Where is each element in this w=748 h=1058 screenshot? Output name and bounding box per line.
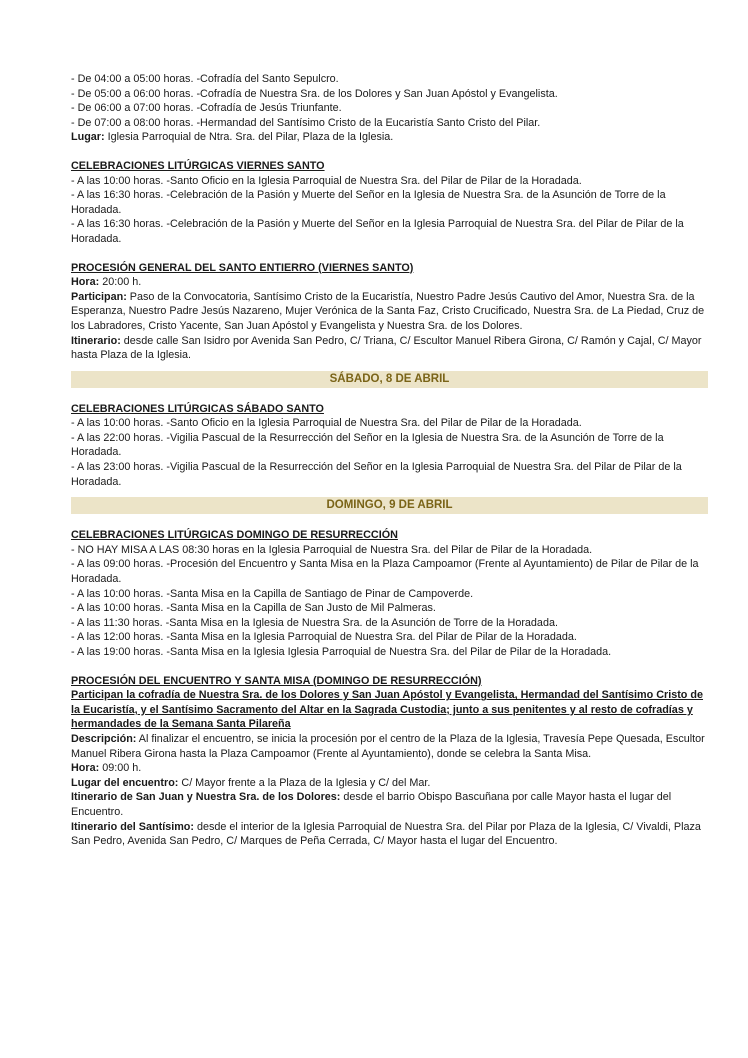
schedule-line: - De 07:00 a 08:00 horas. -Hermandad del Santísimo Cristo de la Eucaristía Santo Cristo del Pilar.	[71, 116, 541, 129]
schedule-line: - De 04:00 a 05:00 horas. -Cofradía del Santo Sepulcro.	[71, 73, 339, 85]
section-title-sabado: CELEBRACIONES LITÚRGICAS SÁBADO SANTO	[71, 402, 324, 415]
descripcion-line	[71, 732, 708, 761]
liturgy-line: - A las 22:00 horas. -Vigilia Pascual de la Resurrección del Señor en la Iglesia de Nuestra Sra. de la Asunción de Torre de la Horadada.	[71, 431, 664, 459]
schedule-line: - De 05:00 a 06:00 horas. -Cofradía de Nuestra Sra. de los Dolores y San Juan Apóstol y Evangelista.	[71, 87, 558, 100]
liturgy-line: - A las 11:30 horas. -Santa Misa en la Iglesia de Nuestra Sra. de la Asunción de Torre de la Horadada.	[71, 616, 558, 629]
hora-label: Hora:	[71, 276, 100, 289]
hora-value: 09:00 h.	[99, 762, 142, 775]
descripcion-label: Descripción:	[71, 732, 137, 745]
participan-label: Participan:	[71, 290, 127, 303]
itinerario-santisimo-value: desde el interior de la Iglesia Parroquial de Nuestra Sra. del Pilar por Plaza de la Iglesia, C/ Vivaldi, Plaza San Pedro, Avenida San Pedro, C/ Marques de Peña Cerrada, C/ Mayor hasta el lugar del Encuentro.	[71, 820, 701, 848]
itinerario-sanjuan-line	[71, 790, 708, 819]
schedule-line: - De 06:00 a 07:00 horas. -Cofradía de Jesús Triunfante.	[71, 102, 342, 115]
itinerario-santisimo-label: Itinerario del Santísimo:	[71, 820, 194, 833]
liturgy-line: - A las 09:00 horas. -Procesión del Encuentro y Santa Misa en la Plaza Campoamor (Frente al Ayuntamiento) de Pilar de Pilar de la Horadada.	[71, 558, 699, 586]
itinerario-sanjuan-value: desde el barrio Obispo Bascuñana por calle Mayor hasta el lugar del Encuentro.	[71, 791, 672, 818]
liturgy-line: - A las 10:00 horas. -Santa Misa en la Capilla de San Justo de Mil Palmeras.	[71, 602, 436, 615]
lugar-value: Iglesia Parroquial de Ntra. Sra. del Pilar, Plaza de la Iglesia.	[104, 131, 394, 144]
liturgy-line: - A las 19:00 horas. -Santa Misa en la Iglesia Iglesia Parroquial de Nuestra Sra. del Pilar de Pilar de la Horadada.	[71, 646, 612, 658]
descripcion-value: Al finalizar el encuentro, se inicia la procesión por el centro de la Plaza de la Iglesia, Travesía Pepe Quesada, Escultor Manuel Ribera Girona hasta la Plaza Campoamor (Frente al Ayuntamiento), donde se celebra la Santa Misa.	[71, 732, 705, 760]
participan-value: Paso de la Convocatoria, Santísimo Cristo de la Eucaristía, Nuestro Padre Jesús Cautivo del Amor, Nuestra Sra. de la Esperanza, Nuestro Padre Jesús Nazareno, Mujer Verónica de la Santa Faz, Cristo Crucificado, Nuestra Sra. de La Piedad, Cruz de los Labradores, Cristo Yacente, San Juan Apóstol y Evangelista y Nuestra Sra. de los Dolores.	[71, 290, 705, 332]
lugar-encuentro-label: Lugar del encuentro:	[71, 776, 179, 789]
lugar-encuentro-value: C/ Mayor frente a la Plaza de la Iglesia y C/ del Mar.	[178, 776, 431, 789]
itinerario-sanjuan-label: Itinerario de San Juan y Nuestra Sra. de los Dolores:	[71, 791, 341, 804]
encuentro-participants: Participan la cofradía de Nuestra Sra. de los Dolores y San Juan Apóstol y Evangelista, Hermandad del Santísimo Cristo de la Eucaristía, y el Santísimo Sacramento del Altar en la Sagrada Custodia; junto a sus penitentes y al resto de cofradías y hermandades de la Semana Santa Pilareña	[71, 689, 704, 731]
lugar-line	[71, 130, 708, 145]
liturgy-line: - A las 10:00 horas. -Santo Oficio en la Iglesia Parroquial de Nuestra Sra. del Pilar de Pilar de la Horadada.	[71, 417, 582, 430]
section-title-entierro: PROCESIÓN GENERAL DEL SANTO ENTIERRO (VIERNES SANTO)	[71, 261, 414, 274]
section-title-domingo: CELEBRACIONES LITÚRGICAS DOMINGO DE RESURRECCIÓN	[71, 529, 398, 542]
liturgy-line: - A las 16:30 horas. -Celebración de la Pasión y Muerte del Señor en la Iglesia de Nuestra Sra. de la Asunción de Torre de la Horadada.	[71, 189, 666, 216]
liturgy-line: - A las 12:00 horas. -Santa Misa en la Iglesia Parroquial de Nuestra Sra. del Pilar de Pilar de la Horadada.	[71, 631, 577, 644]
document-content	[71, 72, 708, 849]
itinerario-value: desde calle San Isidro por Avenida San Pedro, C/ Triana, C/ Escultor Manuel Ribera Girona, C/ Ramón y Cajal, C/ Mayor hasta Plaza de la Iglesia.	[71, 334, 702, 362]
participan-line	[71, 290, 708, 334]
section-title-encuentro: PROCESIÓN DEL ENCUENTRO Y SANTA MISA (DOMINGO DE RESURRECCIÓN)	[71, 674, 482, 687]
hora-label: Hora:	[71, 762, 100, 775]
itinerario-line	[71, 334, 708, 363]
liturgy-line: - A las 23:00 horas. -Vigilia Pascual de la Resurrección del Señor en la Iglesia Parroquial de Nuestra Sra. del Pilar de Pilar de la Horadada.	[71, 461, 682, 488]
liturgy-line: - A las 10:00 horas. -Santo Oficio en la Iglesia Parroquial de Nuestra Sra. del Pilar de Pilar de la Horadada.	[71, 174, 582, 187]
date-band-domingo: DOMINGO, 9 DE ABRIL	[71, 497, 708, 514]
hora-line	[71, 761, 708, 776]
hora-line	[71, 275, 708, 290]
section-title-viernes: CELEBRACIONES LITÚRGICAS VIERNES SANTO	[71, 159, 325, 172]
liturgy-line: - A las 10:00 horas. -Santa Misa en la Capilla de Santiago de Pinar de Campoverde.	[71, 587, 474, 600]
lugar-label: Lugar:	[71, 131, 105, 144]
itinerario-label: Itinerario:	[71, 334, 121, 347]
hora-value: 20:00 h.	[99, 276, 142, 289]
liturgy-line: - NO HAY MISA A LAS 08:30 horas en la Iglesia Parroquial de Nuestra Sra. del Pilar de Pilar de la Horadada.	[71, 543, 593, 556]
liturgy-line: - A las 16:30 horas. -Celebración de la Pasión y Muerte del Señor en la Iglesia Parroquial de Nuestra Sra. del Pilar de Pilar de la Horadada.	[71, 218, 684, 245]
date-band-sabado: SÁBADO, 8 DE ABRIL	[71, 371, 708, 388]
lugar-encuentro-line	[71, 776, 708, 791]
itinerario-santisimo-line	[71, 820, 708, 849]
